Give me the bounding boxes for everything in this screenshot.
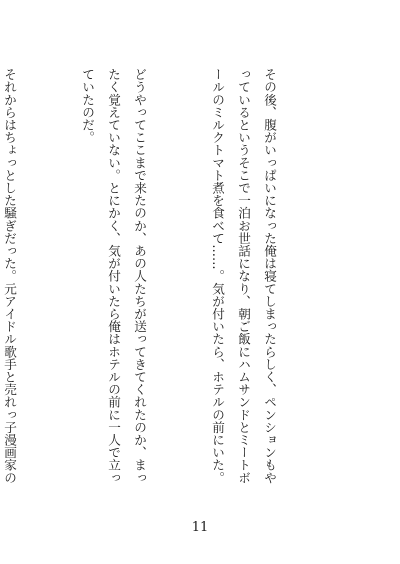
paragraph-3: それからはちょっとした騒ぎだった。元アイドル歌手と売れっ子漫画家の xyxy=(2,68,17,484)
page-number: 11 xyxy=(191,520,209,535)
body-text xyxy=(0,68,334,488)
paragraph-2: どうやってここまで来たのか、あの人たちが送ってきてくれたのか、まったく覚えていない。とにかく、気が付いたら俺はホテルの前に一人で立っていたのだ。 xyxy=(80,68,147,484)
paragraph-1: その後、腹がいっぱいになった俺は寝てしまったらしく、ペンションもやっているというそこで一泊お世話になり、朝ご飯にハムサンドとミートボールのミルクトマト煮を食べて……。気が付いたら、ホテルの前にいた。 xyxy=(210,68,277,484)
